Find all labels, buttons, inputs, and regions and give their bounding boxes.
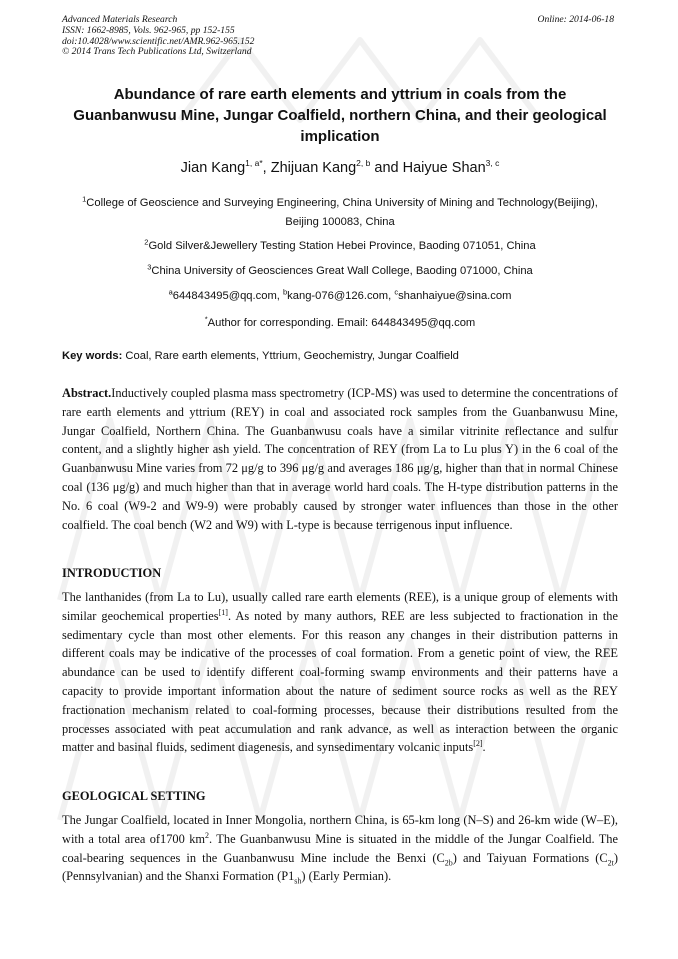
paragraph-text: ) and Taiyuan Formations (C [452, 850, 608, 865]
abstract [62, 384, 618, 534]
email-mark: a [168, 287, 173, 297]
author-affiliation-mark: 3, c [485, 158, 500, 169]
citation-link[interactable]: [2] [473, 739, 483, 749]
author-affiliation-mark: 2, b [356, 158, 371, 169]
paragraph-text: . As noted by many authors, REE are less subjected to fractionation in the sedimentary cycle than most other elements. For this reason any changes in their distribution patterns in different coals may be indicative of the processes of coal formation. From a genetic point of view, the REE abundance can be used to identify different coal-forming swamp environments and their patterns have a capacity to provide important information about the nature of sediment source rocks as well as the REY fractionation mechanism related to coal-forming processes, because their distributions resulted from the processes associated with peat accumulation and rank advance, as well as interaction between the organic matter and basinal fluids, sediment diagenesis, and synsedimentary volcanic inputs [62, 608, 619, 755]
paragraph-text: . [482, 740, 486, 755]
superscript: 2 [205, 830, 210, 840]
email-link[interactable]: kang-076@126.com, [287, 290, 395, 302]
email-link[interactable]: shanhaiyue@sina.com [398, 290, 512, 302]
citation-link[interactable]: [1] [218, 607, 228, 617]
abstract-text: Inductively coupled plasma mass spectrometry (ICP-MS) was used to determine the concentrations of rare earth elements and yttrium (REY) in coal and associated rock samples from the Guanbanwusu Mine, Jungar Coalfield, Northern China. The Guanbanwusu coals have a similar vitrinite reflectance and sulfur content, and a slightly higher ash yield. The concentration of REY (from La to Lu plus Y) in the 6 coal of the Guanbanwusu Mine varies from 72 μg/g to 396 μg/g and averages 186 μg/g, higher than that in normal Chinese coal (136 μg/g) and much higher than that in average world hard coals. The H-type distribution patterns in the No. 6 coal (W9-2 and W9-9) were probably caused by stronger water influences than those in the other coalfield. The coal bench (W2 and W9) with L-type is because terrigenous input influence. [62, 386, 618, 532]
corresponding-author [70, 314, 610, 333]
subscript: 2t [607, 858, 614, 868]
affiliation-text: China University of Geosciences Great Wall College, Baoding 071000, China [151, 265, 533, 277]
paragraph-text: ) (Pennsylvanian) and the Shanxi Formation (P1 [62, 850, 618, 884]
section-heading-geological-setting: GEOLOGICAL SETTING [62, 789, 206, 803]
author-name: Zhijuan Kang [270, 160, 357, 176]
journal-copyright: © 2014 Trans Tech Publications Ltd, Switzerland [62, 46, 252, 58]
author-list [60, 160, 620, 176]
email-link[interactable]: 644843495@qq.com, [172, 290, 283, 302]
author-name: Jian Kang [180, 160, 246, 176]
paragraph-text: The lanthanides (from La to Lu), usually called rare earth elements (REE), is a unique group of elements with similar geochemical properties [62, 590, 618, 623]
email-mark: b [283, 287, 288, 297]
corresponding-text: Author for corresponding. Email: 644843495@qq.com [207, 317, 476, 329]
section-heading-introduction: INTRODUCTION [62, 566, 162, 580]
journal-doi: doi:10.4028/www.scientific.net/AMR.962-965.152 [62, 35, 255, 47]
affiliation [70, 194, 610, 232]
journal-name: Advanced Materials Research [62, 14, 178, 25]
affiliation [70, 262, 610, 281]
affiliation-text: College of Geoscience and Surveying Engineering, China University of Mining and Technology(Beijing), Beijing 100083, China [86, 197, 598, 228]
email-mark: c [394, 287, 399, 297]
keywords-label: Key words: [62, 350, 123, 362]
affiliation [70, 237, 610, 256]
introduction-paragraph [62, 588, 618, 757]
keywords-text: Coal, Rare earth elements, Yttrium, Geochemistry, Jungar Coalfield [122, 350, 459, 362]
paragraph-text: The Jungar Coalfield, located in Inner Mongolia, northern China, is 65-km long (N–S) and 26-km wide (W–E), with a total area of1700 km [62, 813, 618, 846]
affiliation-mark: 3 [147, 262, 152, 272]
subscript: 2b [444, 858, 453, 868]
journal-issn: ISSN: 1662-8985, Vols. 962-965, pp 152-155 [62, 24, 235, 36]
online-date: Online: 2014-06-18 [537, 14, 614, 25]
corresponding-mark: * [204, 314, 208, 324]
affiliation-mark: 2 [144, 237, 149, 247]
author-name: Haiyue Shan [402, 160, 486, 176]
geology-paragraph [62, 811, 618, 886]
paper-title: Abundance of rare earth elements and yttrium in coals from the Guanbanwusu Mine, Jungar Coalfield, northern China, and their geological implication [73, 86, 607, 145]
paragraph-text: . The Guanbanwusu Mine is situated in the middle of the Jungar Coalfield. The coal-bearing sequences in the Guanbanwusu Mine include the Benxi (C [62, 831, 618, 865]
paragraph-text: ) (Early Permian). [301, 869, 392, 884]
author-affiliation-mark: 1, a* [245, 158, 263, 169]
email-line [70, 287, 610, 306]
affiliation-text: Gold Silver&Jewellery Testing Station Hebei Province, Baoding 071051, China [148, 240, 536, 252]
subscript: sh [294, 876, 302, 886]
author-separator: and [370, 160, 403, 176]
affiliation-mark: 1 [82, 194, 87, 204]
keywords [62, 350, 618, 362]
author-separator: , [262, 160, 271, 176]
abstract-label: Abstract. [62, 386, 112, 400]
journal-header [62, 15, 618, 58]
